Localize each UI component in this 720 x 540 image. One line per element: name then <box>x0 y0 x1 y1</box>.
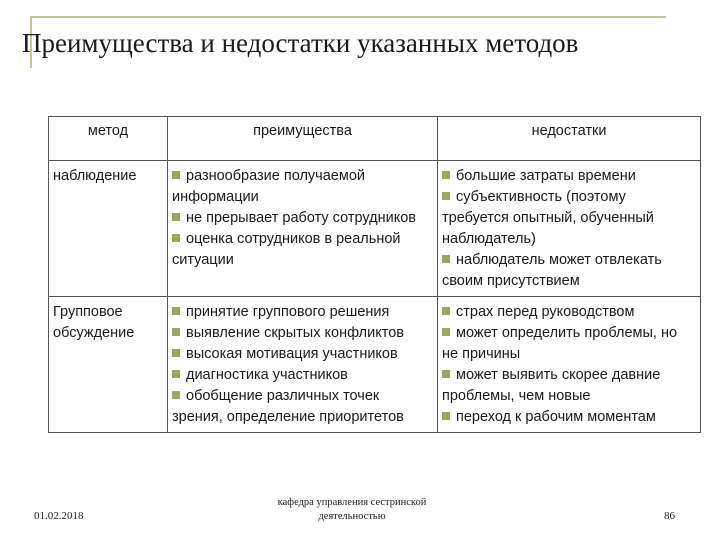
item-text: выявление скрытых конфликтов <box>186 325 404 341</box>
bullet-icon <box>172 370 180 378</box>
item-text: страх перед руководством <box>456 304 635 320</box>
item-text: диагностика участников <box>186 367 348 383</box>
advantages-cell <box>168 161 438 297</box>
bullet-icon <box>442 412 450 420</box>
item-text: переход к рабочим моментам <box>456 409 656 425</box>
bullet-icon <box>172 349 180 357</box>
table-row <box>49 161 701 297</box>
bullet-icon <box>172 328 180 336</box>
list-item <box>442 187 696 250</box>
page-number: 86 <box>664 510 675 522</box>
decorative-top-line <box>30 16 666 18</box>
item-text: не прерывает работу сотрудников <box>186 210 416 226</box>
item-text: наблюдатель может отвлекать своим присутствием <box>442 252 662 289</box>
slide-title: Преимущества и недостатки указанных методов <box>22 28 579 58</box>
bullet-icon <box>172 234 180 242</box>
list-item <box>172 323 433 344</box>
item-text: обобщение различных точек зрения, определение приоритетов <box>172 388 404 425</box>
bullet-icon <box>442 307 450 315</box>
bullet-icon <box>172 391 180 399</box>
header-advantages: преимущества <box>168 117 438 161</box>
footer-date: 01.02.2018 <box>34 510 84 522</box>
list-item <box>442 302 696 323</box>
list-item <box>172 229 433 271</box>
item-text: оценка сотрудников в реальной ситуации <box>172 231 401 268</box>
item-text: большие затраты времени <box>456 168 636 184</box>
bullet-icon <box>442 171 450 179</box>
bullet-icon <box>442 328 450 336</box>
bullet-icon <box>442 255 450 263</box>
bullet-icon <box>172 307 180 315</box>
comparison-table <box>48 116 701 433</box>
item-text: разнообразие получаемой информации <box>172 168 365 205</box>
list-item <box>172 344 433 365</box>
list-item <box>442 166 696 187</box>
list-item <box>172 208 433 229</box>
footer-department: кафедра управления сестринской деятельностью <box>277 497 427 522</box>
list-item <box>442 250 696 292</box>
bullet-icon <box>172 213 180 221</box>
bullet-icon <box>442 192 450 200</box>
item-text: высокая мотивация участников <box>186 346 398 362</box>
method-cell: наблюдение <box>49 161 168 297</box>
bullet-icon <box>172 171 180 179</box>
table-row <box>49 297 701 433</box>
list-item <box>172 166 433 208</box>
header-method: метод <box>49 117 168 161</box>
list-item <box>172 386 433 428</box>
list-item <box>442 407 696 428</box>
method-cell: Групповое обсуждение <box>49 297 168 433</box>
item-text: принятие группового решения <box>186 304 390 320</box>
item-text: может определить проблемы, но не причины <box>442 325 678 362</box>
disadvantages-cell <box>438 161 701 297</box>
header-disadvantages: недостатки <box>438 117 701 161</box>
list-item <box>172 365 433 386</box>
bullet-icon <box>442 370 450 378</box>
item-text: субъективность (поэтому требуется опытный, обученный наблюдатель) <box>442 189 654 247</box>
list-item <box>172 302 433 323</box>
advantages-cell <box>168 297 438 433</box>
list-item <box>442 365 696 407</box>
disadvantages-cell <box>438 297 701 433</box>
list-item <box>442 323 696 365</box>
table-header-row <box>49 117 701 161</box>
item-text: может выявить скорее давние проблемы, чем новые <box>442 367 661 404</box>
